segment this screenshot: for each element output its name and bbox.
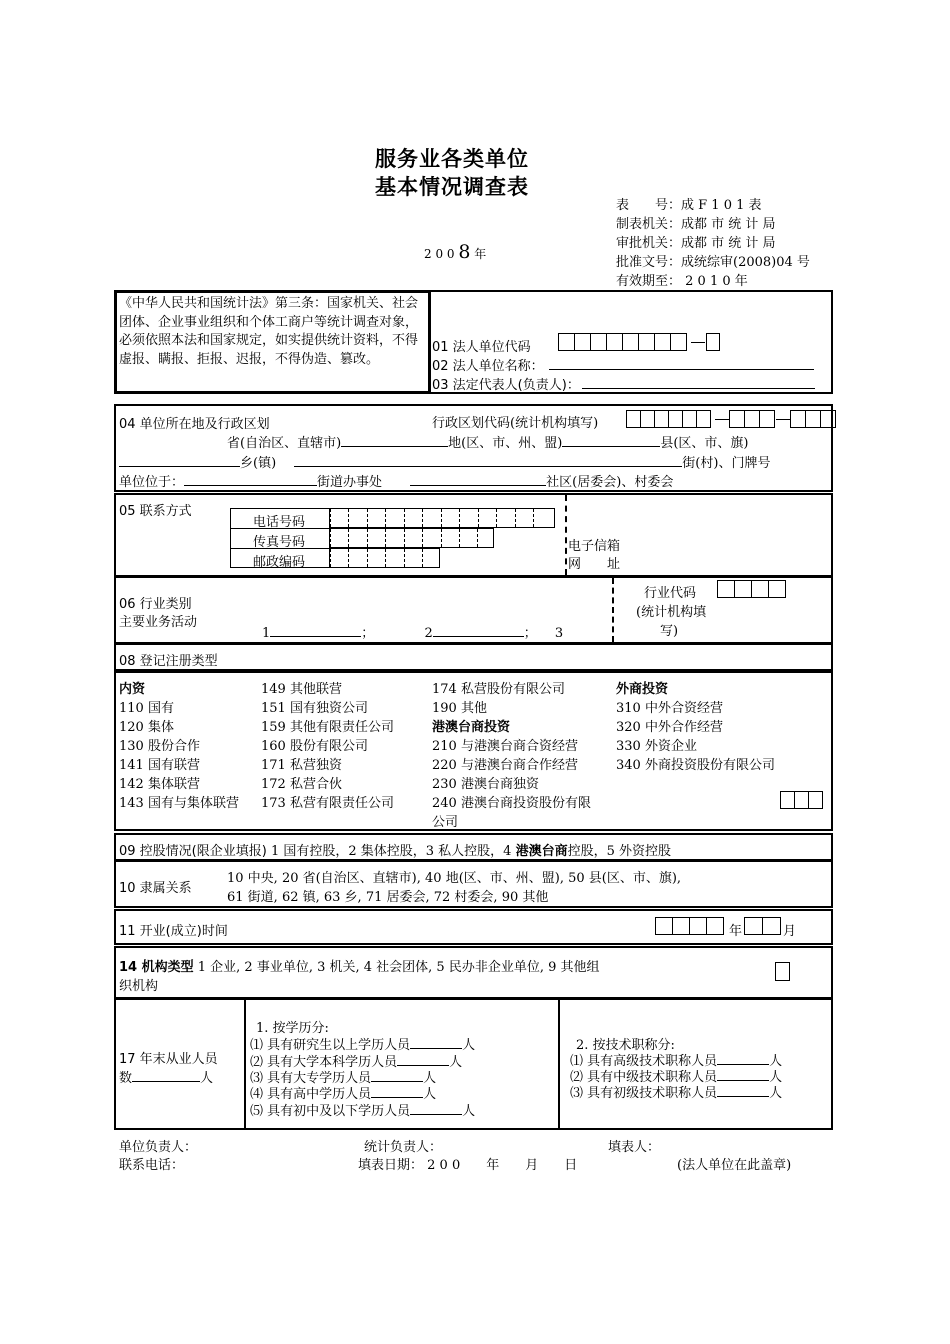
affiliation-line2: 61 街道, 62 镇, 63 乡, 71 居委会, 72 村委会, 90 其他 bbox=[227, 890, 549, 905]
contact-email-divider bbox=[565, 495, 567, 575]
reg-col4-1: 320 中外合作经营 bbox=[616, 720, 723, 735]
industry-label: 06 行业类别 bbox=[119, 597, 192, 612]
reg-col3-head: 港澳台商投资 bbox=[432, 720, 511, 735]
location-code-dash-a bbox=[715, 419, 729, 420]
footer-phone: 联系电话： bbox=[119, 1158, 185, 1173]
unit-name-label: 02 法人单位名称： bbox=[432, 359, 544, 374]
contact-phone-label: 电话号码 bbox=[253, 515, 306, 530]
meta-approver: 审批机关：成都 市 统 计 局 bbox=[616, 236, 776, 251]
edu-head: 1. 按学历分: bbox=[256, 1021, 329, 1036]
edu-row-3-label: ⑷ 具有高中学历人员 bbox=[250, 1087, 372, 1102]
employees-count-prefix: 数 bbox=[119, 1071, 133, 1086]
street-label: 街(村)、门牌号 bbox=[682, 456, 771, 471]
tech-head: 2. 按技术职称分: bbox=[576, 1038, 675, 1053]
orgtype-line2: 织机构 bbox=[119, 979, 159, 994]
form-title-line1: 服务业各类单位 bbox=[375, 147, 529, 171]
tech-row-1-label: ⑵ 具有中级技术职称人员 bbox=[570, 1070, 718, 1085]
orgtype-label: 14 机构类型 bbox=[119, 960, 194, 975]
county-label: 县(区、市、旗) bbox=[660, 436, 749, 451]
opening-month-label: 月 bbox=[783, 924, 797, 939]
activity-2-sep: ； bbox=[523, 626, 537, 641]
postal-cells[interactable] bbox=[329, 548, 440, 568]
form-year bbox=[424, 241, 486, 263]
employees-count-line bbox=[119, 1067, 213, 1086]
unit-code-dash bbox=[691, 342, 705, 343]
affiliation-line1: 10 中央, 20 省(自治区、直辖市), 40 地(区、市、州、盟), 50 县(区、市、旗), bbox=[227, 871, 682, 886]
holding-label: 09 控股情况(限企业填报) bbox=[119, 844, 267, 859]
unit-code-check-cell[interactable] bbox=[706, 333, 720, 351]
activity-2-blank[interactable] bbox=[433, 636, 524, 637]
footer-filler: 填表人： bbox=[608, 1140, 661, 1155]
tech-row-1-unit: 人 bbox=[769, 1070, 783, 1085]
industry-code-note2: 写) bbox=[660, 624, 679, 639]
tech-row-0-label: ⑴ 具有高级技术职称人员 bbox=[570, 1054, 718, 1069]
reg-col4-head: 外商投资 bbox=[616, 682, 669, 697]
tech-row-0-unit: 人 bbox=[769, 1054, 783, 1069]
tech-row-2-label: ⑶ 具有初级技术职称人员 bbox=[570, 1086, 718, 1101]
province-label: 省(自治区、直辖市) bbox=[227, 436, 342, 451]
reg-col1-5: 143 国有与集体联营 bbox=[119, 796, 239, 811]
edu-row-2-unit: 人 bbox=[423, 1071, 437, 1086]
employees-divider-2 bbox=[558, 1000, 560, 1128]
form-title-line2: 基本情况调查表 bbox=[375, 175, 529, 199]
reg-col2-3: 160 股份有限公司 bbox=[261, 739, 368, 754]
holding-line bbox=[119, 840, 671, 859]
meta-maker: 制表机关：成都 市 统 计 局 bbox=[616, 217, 776, 232]
unit-code-cells[interactable] bbox=[559, 333, 687, 351]
reg-col1-2: 130 股份合作 bbox=[119, 739, 200, 754]
tech-row-2-blank[interactable] bbox=[717, 1096, 769, 1097]
fax-cells[interactable] bbox=[329, 528, 494, 548]
reg-col3b-3: 240 港澳台商投资股份有限 bbox=[432, 796, 591, 811]
township-blank[interactable] bbox=[119, 466, 240, 467]
reg-col4-3: 340 外商投资股份有限公司 bbox=[616, 758, 775, 773]
county-blank[interactable] bbox=[562, 446, 660, 447]
location-code-label: 行政区划代码(统计机构填写) bbox=[432, 416, 599, 431]
contact-web-label: 网 址 bbox=[568, 557, 621, 572]
opening-month-cells[interactable] bbox=[745, 917, 781, 935]
tech-row-2 bbox=[570, 1082, 782, 1101]
orgtype-text: 1 企业, 2 事业单位, 3 机关, 4 社会团体, 5 民办非企业单位, 9 其他组 bbox=[193, 960, 600, 975]
tech-row-0-blank[interactable] bbox=[717, 1064, 769, 1065]
activity-1-sep: ； bbox=[361, 626, 375, 641]
reg-col1-4: 142 集体联营 bbox=[119, 777, 200, 792]
location-line1 bbox=[227, 432, 748, 451]
reg-col2-0: 149 其他联营 bbox=[261, 682, 342, 697]
reg-col4-2: 330 外资企业 bbox=[616, 739, 697, 754]
holding-text2: 控股，5 外资控股 bbox=[567, 844, 671, 859]
edu-row-4 bbox=[250, 1100, 475, 1119]
edu-row-1-blank[interactable] bbox=[397, 1065, 449, 1066]
industry-code-label: 行业代码 bbox=[644, 586, 697, 601]
footer-stat: 统计负责人： bbox=[364, 1140, 443, 1155]
contact-email-label: 电子信箱 bbox=[568, 539, 621, 554]
year-suffix: 年 bbox=[474, 247, 487, 261]
reg-col1-3: 141 国有联营 bbox=[119, 758, 200, 773]
opening-year-label: 年 bbox=[729, 924, 743, 939]
unit-name-line[interactable] bbox=[549, 369, 814, 370]
edu-row-1-label: ⑵ 具有大学本科学历人员 bbox=[250, 1055, 398, 1070]
edu-row-3-blank[interactable] bbox=[371, 1097, 423, 1098]
subdistrict-blank[interactable] bbox=[184, 485, 317, 486]
located-at-label: 单位位于： bbox=[119, 475, 185, 490]
edu-row-4-unit: 人 bbox=[462, 1104, 476, 1119]
reg-col2-5: 172 私营合伙 bbox=[261, 777, 342, 792]
industry-main-label: 主要业务活动 bbox=[119, 615, 198, 630]
location-code-dash-b bbox=[776, 419, 790, 420]
reg-col4-0: 310 中外合资经营 bbox=[616, 701, 723, 716]
reg-col3-0: 174 私营股份有限公司 bbox=[432, 682, 565, 697]
contact-postal-label: 邮政编码 bbox=[253, 555, 306, 570]
registration-label: 08 登记注册类型 bbox=[119, 654, 218, 669]
prefecture-label: 地(区、市、州、盟) bbox=[448, 436, 563, 451]
orgtype-code-cell[interactable] bbox=[775, 962, 790, 981]
reg-col3b-4: 公司 bbox=[432, 815, 459, 830]
meta-approval-no: 批准文号：成统综审(2008)04 号 bbox=[616, 255, 810, 270]
unit-rep-line[interactable] bbox=[582, 388, 815, 389]
employees-label: 17 年末从业人员 bbox=[119, 1052, 218, 1067]
year-digit: 8 bbox=[458, 241, 471, 263]
registration-code-cells[interactable] bbox=[781, 791, 823, 809]
meta-valid-until: 有效期至： 2 0 1 0 年 bbox=[616, 274, 748, 289]
industry-code-cells[interactable] bbox=[718, 580, 786, 598]
edu-row-0-label: ⑴ 具有研究生以上学历人员 bbox=[250, 1038, 411, 1053]
industry-code-divider bbox=[612, 578, 614, 642]
community-label: 社区(居委会)、村委会 bbox=[546, 475, 674, 490]
reg-col3b-0: 210 与港澳台商合资经营 bbox=[432, 739, 578, 754]
reg-col2-2: 159 其他有限责任公司 bbox=[261, 720, 394, 735]
opening-label: 11 开业(成立)时间 bbox=[119, 924, 228, 939]
tech-row-1-blank[interactable] bbox=[717, 1080, 769, 1081]
affiliation-label: 10 隶属关系 bbox=[119, 881, 192, 896]
footer-seal: (法人单位在此盖章) bbox=[677, 1158, 792, 1173]
prefecture-blank[interactable] bbox=[341, 446, 448, 447]
subdistrict-label: 街道办事处 bbox=[317, 475, 383, 490]
reg-col3-1: 190 其他 bbox=[432, 701, 487, 716]
employees-divider-1 bbox=[244, 1000, 246, 1128]
location-line3 bbox=[119, 471, 673, 490]
location-code-cells-c[interactable] bbox=[791, 410, 836, 428]
activity-1-no: 1 bbox=[262, 626, 271, 641]
reg-col3b-2: 230 港澳台商独资 bbox=[432, 777, 539, 792]
unit-rep-label: 03 法定代表人(负责人)： bbox=[432, 378, 580, 393]
industry-code-note1: (统计机构填 bbox=[636, 605, 707, 620]
street-blank[interactable] bbox=[294, 466, 682, 467]
holding-text1: 1 国有控股，2 集体控股，3 私人控股，4 bbox=[266, 844, 516, 859]
edu-row-0-unit: 人 bbox=[462, 1038, 476, 1053]
opening-year-cells[interactable] bbox=[656, 917, 724, 935]
contact-label: 05 联系方式 bbox=[119, 504, 192, 519]
reg-col3b-1: 220 与港澳台商合作经营 bbox=[432, 758, 578, 773]
law-text: 《中华人民共和国统计法》第三条：国家机关、社会团体、企业事业组织和个体工商户等统计调查对象，必须依照本法和国家规定，如实提供统计资料，不得虚报、瞒报、拒报、迟报，不得伪造、篡改。 bbox=[119, 296, 419, 367]
activity-1-blank[interactable] bbox=[270, 636, 361, 637]
employees-count-blank[interactable] bbox=[132, 1081, 200, 1082]
location-code-cells-a[interactable] bbox=[627, 410, 711, 428]
reg-col1-1: 120 集体 bbox=[119, 720, 174, 735]
employees-count-unit: 人 bbox=[200, 1071, 214, 1086]
location-label: 04 单位所在地及行政区划 bbox=[119, 417, 270, 432]
year-prefix: 2 0 0 bbox=[424, 247, 455, 261]
township-label: 乡(镇) bbox=[240, 456, 277, 471]
edu-row-3-unit: 人 bbox=[423, 1087, 437, 1102]
edu-row-4-blank[interactable] bbox=[410, 1114, 462, 1115]
reg-col1-head: 内资 bbox=[119, 682, 146, 697]
edu-row-2-label: ⑶ 具有大专学历人员 bbox=[250, 1071, 372, 1086]
reg-col2-6: 173 私营有限责任公司 bbox=[261, 796, 394, 811]
location-code-cells-b[interactable] bbox=[730, 410, 775, 428]
phone-cells[interactable] bbox=[329, 508, 555, 528]
section-reg-header-box bbox=[114, 643, 833, 671]
reg-col1-0: 110 国有 bbox=[119, 701, 174, 716]
orgtype-line1 bbox=[119, 956, 600, 975]
footer-head: 单位负责人： bbox=[119, 1140, 198, 1155]
location-line2 bbox=[119, 452, 770, 471]
edu-row-2-blank[interactable] bbox=[371, 1081, 423, 1082]
section-unit-divider bbox=[429, 292, 431, 392]
meta-form-no: 表 号：成 F 1 0 1 表 bbox=[616, 198, 762, 213]
footer-date: 填表日期： 2 0 0 年 月 日 bbox=[358, 1158, 578, 1173]
tech-row-2-unit: 人 bbox=[769, 1086, 783, 1101]
holding-hk: 港澳台商 bbox=[515, 844, 568, 859]
reg-col2-1: 151 国有独资公司 bbox=[261, 701, 368, 716]
edu-row-0-blank[interactable] bbox=[410, 1048, 462, 1049]
community-blank[interactable] bbox=[410, 485, 546, 486]
edu-row-4-label: ⑸ 具有初中及以下学历人员 bbox=[250, 1104, 411, 1119]
unit-code-label: 01 法人单位代码 bbox=[432, 340, 531, 355]
reg-col2-4: 171 私营独资 bbox=[261, 758, 342, 773]
activity-3-no: 3 bbox=[554, 626, 564, 641]
industry-activities bbox=[262, 622, 563, 641]
activity-2-no: 2 bbox=[424, 626, 433, 641]
contact-fax-label: 传真号码 bbox=[253, 535, 306, 550]
edu-row-1-unit: 人 bbox=[449, 1055, 463, 1070]
